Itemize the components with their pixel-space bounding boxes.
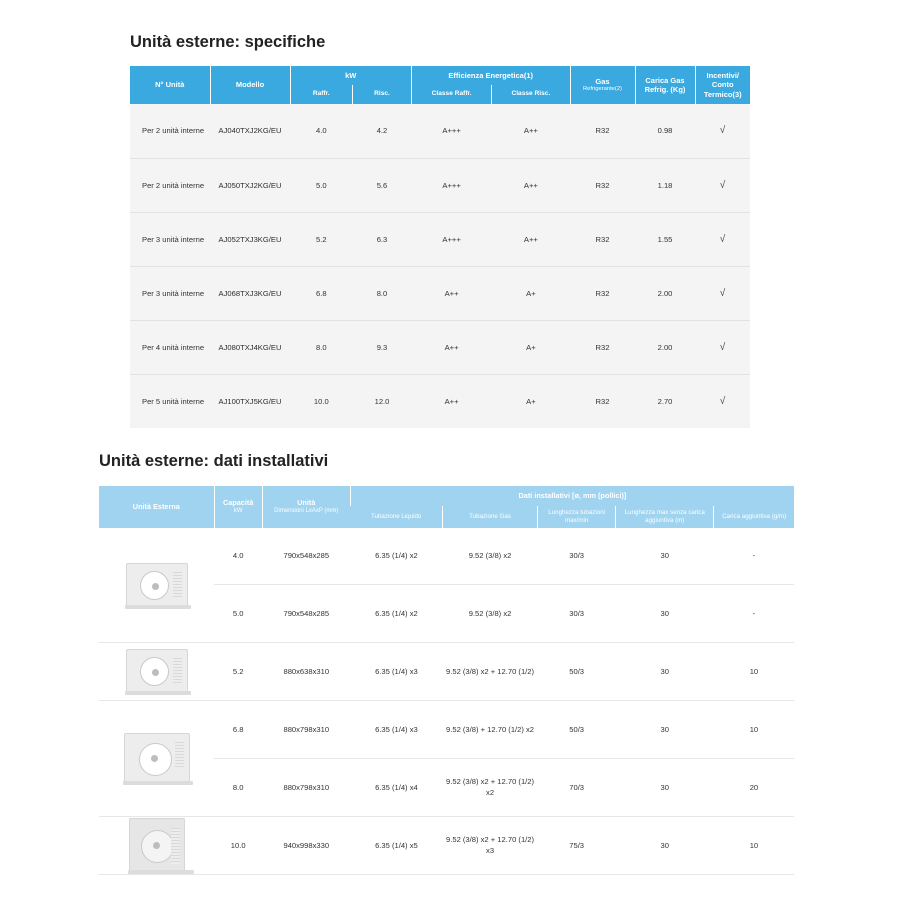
cell-unit-image — [99, 642, 214, 700]
cell-unit-no: Per 4 unità interne — [130, 320, 210, 374]
section2-title: Unità esterne: dati installativi — [99, 452, 329, 470]
cell-class-cool: A++ — [411, 320, 491, 374]
section-install-data — [0, 440, 900, 875]
table-row — [130, 320, 750, 374]
cell-class-cool: A++ — [411, 374, 491, 428]
cell-length: 70/3 — [538, 758, 616, 816]
cell-no-charge: 30 — [616, 584, 714, 642]
header-max-length: Lunghezza tubazioni max/min — [538, 506, 616, 528]
table-header — [99, 486, 794, 528]
table-row — [130, 104, 750, 158]
base-icon — [128, 870, 194, 874]
cell-model: AJ080TXJ4KG/EU — [210, 320, 290, 374]
cell-gas: 9.52 (3/8) x2 — [442, 584, 537, 642]
cell-incentive: √ — [695, 374, 750, 428]
table-row — [99, 816, 794, 874]
cell-kw-heat: 9.3 — [353, 320, 412, 374]
header-gas — [570, 66, 635, 104]
cell-no-charge: 30 — [616, 700, 714, 758]
cell-model: AJ100TXJ5KG/EU — [210, 374, 290, 428]
header-unit-label: Unità — [297, 498, 316, 508]
cell-charge: 1.55 — [635, 212, 695, 266]
cell-kw-cool: 8.0 — [290, 320, 353, 374]
cell-gas: R32 — [570, 212, 635, 266]
cell-kw-heat: 6.3 — [353, 212, 412, 266]
cell-kw-heat: 5.6 — [353, 158, 412, 212]
header-unit — [262, 486, 350, 528]
cell-model: AJ068TXJ3KG/EU — [210, 266, 290, 320]
cell-extra: - — [714, 584, 794, 642]
cell-class-cool: A+++ — [411, 104, 491, 158]
header-class-heat: Classe Risc. — [492, 85, 570, 104]
header-capacity — [214, 486, 262, 528]
table-row — [99, 642, 794, 700]
table-header — [130, 66, 750, 104]
install-data-table — [99, 486, 794, 875]
cell-incentive: √ — [695, 266, 750, 320]
header-gas-label: Gas — [595, 76, 610, 86]
outdoor-unit-small-icon — [126, 563, 188, 607]
outdoor-unit-large-icon — [124, 733, 190, 783]
cell-class-cool: A++ — [411, 266, 491, 320]
grill-icon — [173, 572, 182, 599]
header-model: Modello — [210, 66, 290, 104]
grill-icon — [171, 828, 180, 864]
cell-kw-heat: 4.2 — [353, 104, 412, 158]
cell-no-charge: 30 — [616, 758, 714, 816]
cell-class-heat: A++ — [492, 212, 570, 266]
grill-icon — [175, 742, 184, 769]
header-outdoor-unit: Unità Esterna — [99, 486, 214, 528]
cell-dimensions: 790x548x285 — [262, 528, 350, 584]
cell-kw-cool: 4.0 — [290, 104, 353, 158]
header-liquid-pipe: Tubazione Liquido — [350, 506, 442, 528]
cell-kw-cool: 10.0 — [290, 374, 353, 428]
cell-gas: R32 — [570, 158, 635, 212]
cell-kw-cool: 5.2 — [290, 212, 353, 266]
cell-gas: R32 — [570, 320, 635, 374]
cell-charge: 2.70 — [635, 374, 695, 428]
cell-no-charge: 30 — [616, 528, 714, 584]
cell-extra: 10 — [714, 642, 794, 700]
cell-class-cool: A+++ — [411, 158, 491, 212]
fan-icon — [141, 830, 174, 863]
cell-unit-no: Per 2 unità interne — [130, 104, 210, 158]
header-extra-charge: Carica aggiuntiva (g/m) — [714, 506, 794, 528]
table-row — [99, 700, 794, 758]
cell-liquid: 6.35 (1/4) x2 — [350, 528, 442, 584]
fan-icon — [140, 571, 169, 600]
cell-liquid: 6.35 (1/4) x4 — [350, 758, 442, 816]
cell-capacity: 10.0 — [214, 816, 262, 874]
cell-class-heat: A+ — [492, 266, 570, 320]
cell-unit-no: Per 3 unità interne — [130, 212, 210, 266]
cell-class-cool: A+++ — [411, 212, 491, 266]
cell-extra: - — [714, 528, 794, 584]
cell-length: 50/3 — [538, 700, 616, 758]
cell-liquid: 6.35 (1/4) x3 — [350, 700, 442, 758]
cell-gas: R32 — [570, 104, 635, 158]
table-body — [99, 528, 794, 874]
table-row — [130, 266, 750, 320]
base-icon — [125, 605, 191, 609]
cell-gas: 9.52 (3/8) + 12.70 (1/2) x2 — [442, 700, 537, 758]
section1-title: Unità esterne: specifiche — [130, 33, 326, 51]
grill-icon — [173, 658, 182, 685]
cell-length: 30/3 — [538, 528, 616, 584]
cell-incentive: √ — [695, 320, 750, 374]
cell-charge: 1.18 — [635, 158, 695, 212]
cell-incentive: √ — [695, 104, 750, 158]
table-row — [130, 374, 750, 428]
cell-capacity: 5.0 — [214, 584, 262, 642]
cell-model: AJ050TXJ2KG/EU — [210, 158, 290, 212]
header-gas-pipe: Tubazione Gas — [442, 506, 537, 528]
header-efficiency: Efficienza Energetica(1) — [411, 66, 570, 85]
header-incentives: Incentivi/ Conto Termico(3) — [695, 66, 750, 104]
cell-model: AJ040TXJ2KG/EU — [210, 104, 290, 158]
cell-extra: 10 — [714, 700, 794, 758]
section-outdoor-specs — [0, 0, 900, 428]
cell-dimensions: 880x798x310 — [262, 700, 350, 758]
outdoor-unit-medium-icon — [126, 649, 188, 693]
cell-unit-no: Per 5 unità interne — [130, 374, 210, 428]
cell-unit-image — [99, 700, 214, 816]
cell-unit-image — [99, 528, 214, 642]
header-gas-sub: Refrigerante(2) — [583, 86, 622, 93]
cell-liquid: 6.35 (1/4) x2 — [350, 584, 442, 642]
table-body — [130, 104, 750, 428]
cell-gas: 9.52 (3/8) x2 + 12.70 (1/2) x3 — [442, 816, 537, 874]
outdoor-specs-table — [130, 66, 750, 428]
cell-capacity: 6.8 — [214, 700, 262, 758]
header-charge: Carica Gas Refrig. (Kg) — [635, 66, 695, 104]
cell-dimensions: 880x638x310 — [262, 642, 350, 700]
header-kw-cool: Raffr. — [290, 85, 353, 104]
fan-icon — [140, 657, 169, 686]
cell-class-heat: A++ — [492, 158, 570, 212]
cell-length: 50/3 — [538, 642, 616, 700]
cell-extra: 10 — [714, 816, 794, 874]
cell-length: 30/3 — [538, 584, 616, 642]
cell-liquid: 6.35 (1/4) x3 — [350, 642, 442, 700]
cell-class-heat: A+ — [492, 320, 570, 374]
header-class-cool: Classe Raffr. — [411, 85, 491, 104]
cell-charge: 2.00 — [635, 266, 695, 320]
cell-no-charge: 30 — [616, 642, 714, 700]
cell-class-heat: A+ — [492, 374, 570, 428]
cell-no-charge: 30 — [616, 816, 714, 874]
header-kw-heat: Risc. — [353, 85, 412, 104]
cell-unit-no: Per 3 unità interne — [130, 266, 210, 320]
cell-kw-heat: 8.0 — [353, 266, 412, 320]
cell-charge: 2.00 — [635, 320, 695, 374]
cell-kw-heat: 12.0 — [353, 374, 412, 428]
cell-class-heat: A++ — [492, 104, 570, 158]
header-unit-sub: Dimensioni LxAxP (mm) — [274, 507, 339, 514]
cell-kw-cool: 5.0 — [290, 158, 353, 212]
header-capacity-sub: kW — [233, 507, 243, 514]
outdoor-unit-xlarge-icon — [129, 818, 185, 872]
cell-unit-no: Per 2 unità interne — [130, 158, 210, 212]
table-row — [130, 158, 750, 212]
cell-dimensions: 940x998x330 — [262, 816, 350, 874]
header-capacity-label: Capacità — [222, 498, 254, 508]
header-unit-no: N° Unità — [130, 66, 210, 104]
fan-icon — [139, 743, 172, 776]
cell-liquid: 6.35 (1/4) x5 — [350, 816, 442, 874]
cell-incentive: √ — [695, 212, 750, 266]
cell-dimensions: 880x798x310 — [262, 758, 350, 816]
cell-gas: 9.52 (3/8) x2 + 12.70 (1/2) x2 — [442, 758, 537, 816]
cell-gas: R32 — [570, 266, 635, 320]
cell-unit-image — [99, 816, 214, 874]
cell-length: 75/3 — [538, 816, 616, 874]
cell-extra: 20 — [714, 758, 794, 816]
cell-gas: 9.52 (3/8) x2 — [442, 528, 537, 584]
cell-dimensions: 790x548x285 — [262, 584, 350, 642]
cell-incentive: √ — [695, 158, 750, 212]
header-max-no-charge: Lunghezza max senza carica aggiuntiva (m) — [616, 506, 714, 528]
cell-capacity: 8.0 — [214, 758, 262, 816]
cell-capacity: 5.2 — [214, 642, 262, 700]
table-row — [130, 212, 750, 266]
base-icon — [125, 691, 191, 695]
table-row — [99, 528, 794, 584]
base-icon — [123, 781, 193, 785]
cell-gas: 9.52 (3/8) x2 + 12.70 (1/2) — [442, 642, 537, 700]
cell-capacity: 4.0 — [214, 528, 262, 584]
cell-gas: R32 — [570, 374, 635, 428]
header-install-data: Dati installativi [ø, mm (pollici)] — [350, 486, 794, 506]
cell-kw-cool: 6.8 — [290, 266, 353, 320]
cell-charge: 0.98 — [635, 104, 695, 158]
header-kw: kW — [290, 66, 411, 85]
cell-model: AJ052TXJ3KG/EU — [210, 212, 290, 266]
